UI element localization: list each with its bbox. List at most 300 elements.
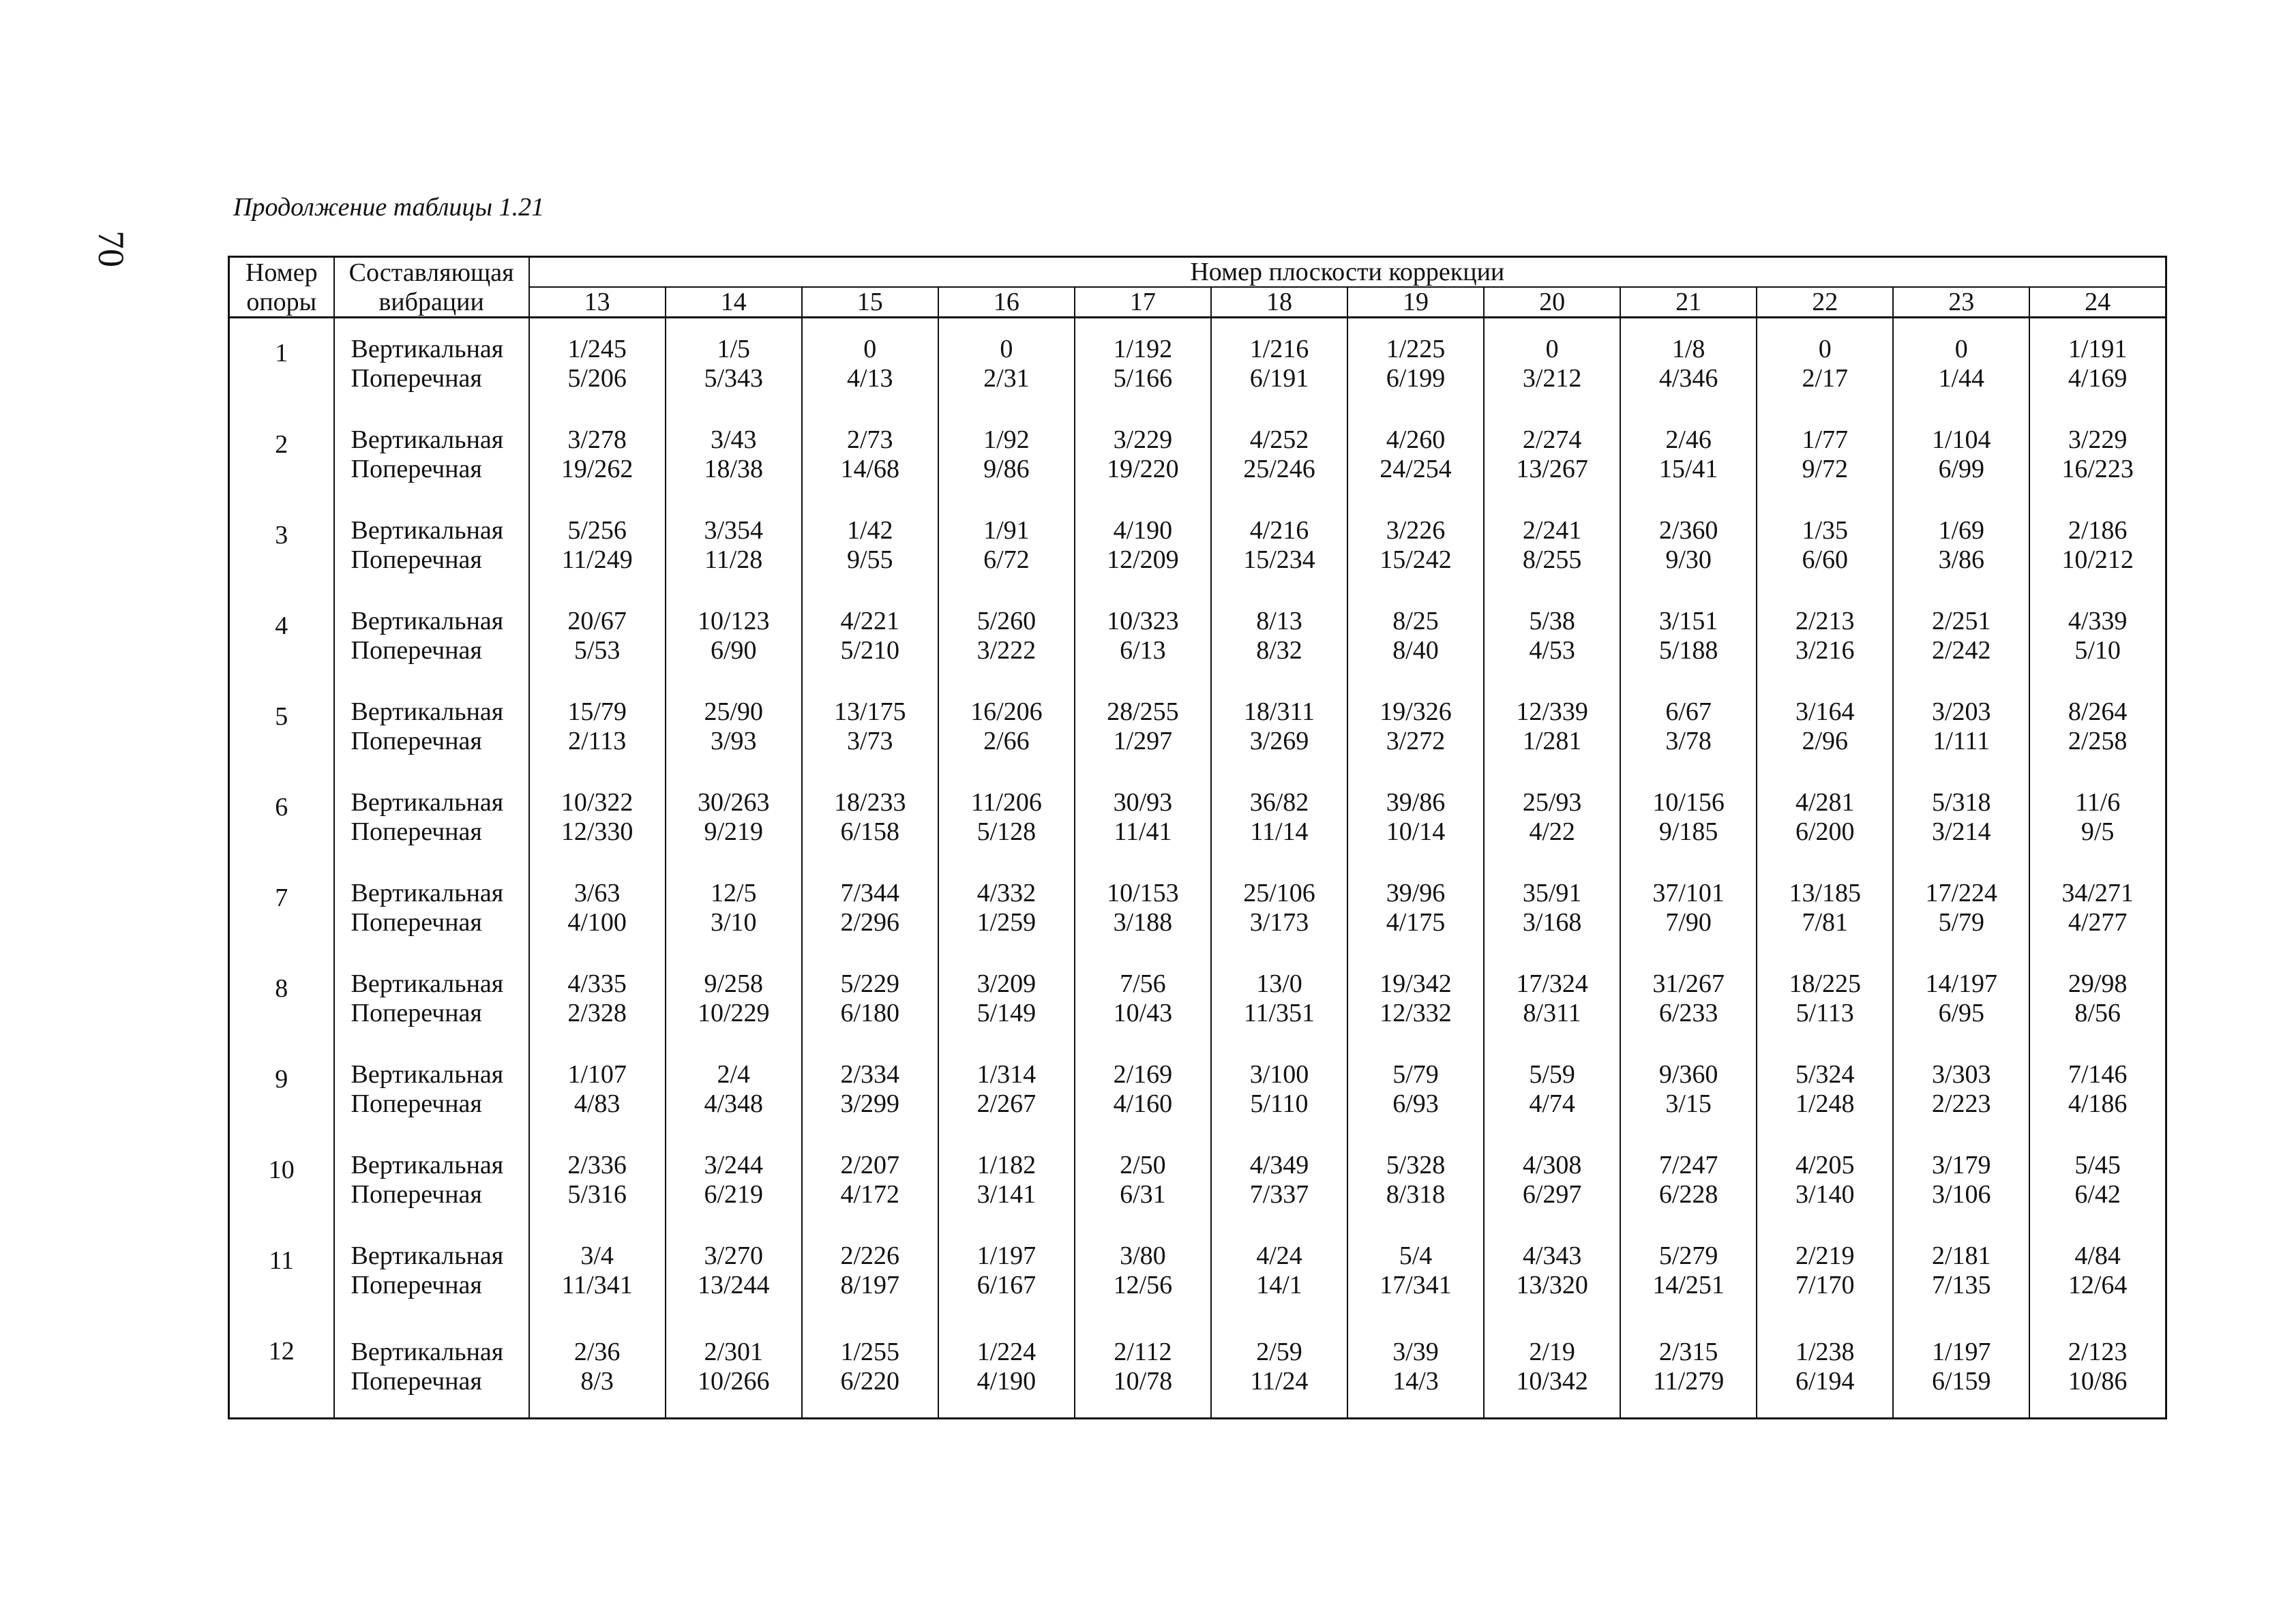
vertical-value: 17/224 bbox=[1925, 879, 1998, 908]
transverse-value: 14/68 bbox=[840, 455, 900, 484]
transverse-value: 18/38 bbox=[704, 455, 763, 484]
value-cell-plane-17 bbox=[1075, 772, 1211, 863]
transverse-value: 5/316 bbox=[567, 1180, 627, 1209]
transverse-value: 4/169 bbox=[2068, 363, 2128, 393]
plane-header-19: 19 bbox=[1347, 287, 1484, 318]
vertical-value: 1/91 bbox=[983, 516, 1030, 545]
vertical-value: 2/59 bbox=[1256, 1337, 1302, 1366]
transverse-value: 3/86 bbox=[1938, 545, 1985, 575]
vertical-value: 19/342 bbox=[1380, 969, 1452, 999]
value-cell-plane-24 bbox=[2029, 863, 2166, 954]
transverse-value: 4/100 bbox=[567, 908, 627, 937]
plane-header-15: 15 bbox=[802, 287, 938, 318]
value-cell-plane-20 bbox=[1484, 410, 1620, 500]
value-cell-plane-18 bbox=[1211, 410, 1347, 500]
component-label-transverse: Поперечная bbox=[351, 363, 482, 393]
value-cell-plane-19 bbox=[1347, 1226, 1484, 1316]
value-cell-plane-14 bbox=[666, 591, 802, 682]
value-cell-plane-16 bbox=[938, 1316, 1075, 1419]
vertical-value: 7/344 bbox=[840, 879, 900, 908]
value-cell-plane-24 bbox=[2029, 500, 2166, 591]
transverse-value: 5/128 bbox=[976, 817, 1037, 847]
component-label-vertical: Вертикальная bbox=[351, 1060, 504, 1089]
vertical-value: 13/175 bbox=[834, 697, 906, 727]
transverse-value: 6/219 bbox=[704, 1180, 763, 1209]
value-cell-plane-19 bbox=[1347, 863, 1484, 954]
transverse-value: 6/42 bbox=[2074, 1180, 2121, 1209]
vertical-value: 3/80 bbox=[1120, 1241, 1166, 1270]
vertical-value: 2/73 bbox=[847, 425, 893, 455]
transverse-value: 1/297 bbox=[1113, 727, 1173, 756]
vertical-value: 3/278 bbox=[567, 425, 627, 455]
transverse-value: 5/206 bbox=[567, 363, 627, 393]
transverse-value: 11/279 bbox=[1653, 1366, 1725, 1396]
value-cell-plane-23 bbox=[1893, 1226, 2029, 1316]
component-label-vertical: Вертикальная bbox=[351, 969, 504, 999]
vertical-value: 4/252 bbox=[1249, 425, 1309, 455]
vertical-value: 2/207 bbox=[840, 1151, 900, 1180]
value-cell-plane-20 bbox=[1484, 954, 1620, 1044]
plane-header-21: 21 bbox=[1620, 287, 1757, 318]
value-cell-plane-17 bbox=[1075, 1226, 1211, 1316]
transverse-value: 7/337 bbox=[1249, 1180, 1309, 1209]
transverse-value: 4/83 bbox=[573, 1089, 621, 1119]
vertical-value: 13/0 bbox=[1256, 969, 1302, 999]
component-label-vertical: Вертикальная bbox=[351, 788, 504, 817]
value-cell-plane-13 bbox=[529, 1135, 666, 1226]
vertical-value: 4/221 bbox=[840, 607, 900, 636]
transverse-value: 2/31 bbox=[983, 363, 1030, 393]
transverse-value: 2/242 bbox=[1932, 636, 1991, 665]
component-label-vertical: Вертикальная bbox=[351, 1241, 504, 1270]
component-label-vertical: Вертикальная bbox=[351, 516, 504, 545]
transverse-value: 4/346 bbox=[1658, 363, 1718, 393]
value-cell-plane-20 bbox=[1484, 591, 1620, 682]
transverse-value: 3/93 bbox=[710, 727, 757, 756]
vertical-value: 3/63 bbox=[573, 879, 621, 908]
vertical-value: 9/258 bbox=[704, 969, 763, 999]
value-cell-plane-18 bbox=[1211, 1226, 1347, 1316]
transverse-value: 14/3 bbox=[1392, 1366, 1439, 1396]
value-cell-plane-24 bbox=[2029, 1316, 2166, 1419]
vertical-value: 0 bbox=[1818, 334, 1832, 363]
vertical-value: 1/104 bbox=[1932, 425, 1991, 455]
transverse-value: 11/24 bbox=[1250, 1366, 1309, 1396]
plane-header-20: 20 bbox=[1484, 287, 1620, 318]
component-label-transverse: Поперечная bbox=[351, 1089, 482, 1119]
component-label-vertical: Вертикальная bbox=[351, 1151, 504, 1180]
value-cell-plane-16 bbox=[938, 500, 1075, 591]
vertical-value: 4/84 bbox=[2074, 1241, 2121, 1270]
value-cell-plane-23 bbox=[1893, 1316, 2029, 1419]
support-number: 9 bbox=[229, 1044, 334, 1135]
value-cell-plane-21 bbox=[1620, 591, 1757, 682]
value-cell-plane-17 bbox=[1075, 1044, 1211, 1135]
transverse-value: 11/14 bbox=[1250, 817, 1309, 847]
vertical-value: 3/203 bbox=[1932, 697, 1991, 727]
transverse-value: 4/13 bbox=[847, 363, 893, 393]
vertical-value: 5/318 bbox=[1932, 788, 1991, 817]
transverse-value: 5/343 bbox=[704, 363, 763, 393]
vertical-value: 3/164 bbox=[1795, 697, 1855, 727]
transverse-value: 3/212 bbox=[1522, 363, 1582, 393]
value-cell-plane-21 bbox=[1620, 863, 1757, 954]
vertical-value: 5/38 bbox=[1529, 607, 1575, 636]
transverse-value: 6/90 bbox=[710, 636, 757, 665]
vertical-value: 2/213 bbox=[1795, 607, 1855, 636]
value-cell-plane-13 bbox=[529, 1044, 666, 1135]
transverse-value: 3/78 bbox=[1665, 727, 1712, 756]
plane-header-13: 13 bbox=[529, 287, 666, 318]
vertical-value: 2/301 bbox=[704, 1337, 763, 1366]
vertical-value: 2/334 bbox=[840, 1060, 900, 1089]
value-cell-plane-16 bbox=[938, 410, 1075, 500]
transverse-value: 4/175 bbox=[1386, 908, 1446, 937]
component-cell bbox=[334, 318, 529, 410]
vertical-value: 2/36 bbox=[573, 1337, 621, 1366]
vertical-value: 4/281 bbox=[1795, 788, 1855, 817]
transverse-value: 9/185 bbox=[1658, 817, 1718, 847]
value-cell-plane-23 bbox=[1893, 1044, 2029, 1135]
transverse-value: 3/15 bbox=[1665, 1089, 1712, 1119]
value-cell-plane-15 bbox=[802, 772, 938, 863]
transverse-value: 3/216 bbox=[1795, 636, 1855, 665]
table-row bbox=[229, 772, 2166, 863]
vertical-value: 4/190 bbox=[1113, 516, 1173, 545]
vertical-value: 3/226 bbox=[1386, 516, 1446, 545]
transverse-value: 16/223 bbox=[2061, 455, 2134, 484]
value-cell-plane-23 bbox=[1893, 863, 2029, 954]
vertical-value: 8/13 bbox=[1256, 607, 1302, 636]
transverse-value: 11/28 bbox=[704, 545, 763, 575]
transverse-value: 8/56 bbox=[2074, 999, 2121, 1028]
value-cell-plane-16 bbox=[938, 863, 1075, 954]
component-cell bbox=[334, 500, 529, 591]
table-caption: Продолжение таблицы 1.21 bbox=[233, 193, 545, 222]
vertical-value: 5/279 bbox=[1658, 1241, 1718, 1270]
value-cell-plane-22 bbox=[1757, 318, 1893, 410]
vertical-value: 3/354 bbox=[704, 516, 763, 545]
transverse-value: 6/72 bbox=[983, 545, 1030, 575]
table-row bbox=[229, 863, 2166, 954]
transverse-value: 5/166 bbox=[1113, 363, 1173, 393]
value-cell-plane-16 bbox=[938, 682, 1075, 772]
vertical-value: 4/24 bbox=[1256, 1241, 1302, 1270]
transverse-value: 14/1 bbox=[1256, 1271, 1302, 1299]
vertical-value: 2/251 bbox=[1932, 607, 1991, 636]
vertical-value: 39/96 bbox=[1386, 879, 1446, 908]
value-cell-plane-17 bbox=[1075, 500, 1211, 591]
value-cell-plane-13 bbox=[529, 682, 666, 772]
component-cell bbox=[334, 1316, 529, 1419]
value-cell-plane-24 bbox=[2029, 954, 2166, 1044]
transverse-value: 10/14 bbox=[1386, 817, 1446, 847]
vertical-value: 31/267 bbox=[1652, 969, 1725, 999]
value-cell-plane-15 bbox=[802, 1226, 938, 1316]
component-label-vertical: Вертикальная bbox=[351, 607, 504, 636]
table-row bbox=[229, 1044, 2166, 1135]
vertical-value: 2/219 bbox=[1795, 1241, 1855, 1270]
transverse-value: 8/311 bbox=[1523, 999, 1581, 1028]
transverse-value: 6/191 bbox=[1249, 363, 1309, 393]
transverse-value: 15/234 bbox=[1243, 545, 1315, 575]
value-cell-plane-17 bbox=[1075, 318, 1211, 410]
value-cell-plane-20 bbox=[1484, 1135, 1620, 1226]
transverse-value: 4/277 bbox=[2068, 908, 2128, 937]
value-cell-plane-14 bbox=[666, 500, 802, 591]
support-number: 7 bbox=[229, 863, 334, 954]
support-header-line2: опоры bbox=[246, 287, 317, 316]
vertical-value: 2/169 bbox=[1113, 1060, 1173, 1089]
transverse-value: 5/79 bbox=[1938, 908, 1985, 937]
transverse-value: 4/53 bbox=[1529, 636, 1575, 665]
transverse-value: 6/93 bbox=[1392, 1089, 1439, 1119]
transverse-value: 4/172 bbox=[840, 1180, 900, 1209]
vertical-value: 36/82 bbox=[1249, 788, 1309, 817]
transverse-value: 9/55 bbox=[847, 545, 893, 575]
vertical-value: 2/336 bbox=[567, 1151, 627, 1180]
transverse-value: 6/167 bbox=[976, 1271, 1037, 1299]
vertical-value: 29/98 bbox=[2068, 969, 2128, 999]
vertical-value: 5/4 bbox=[1399, 1241, 1433, 1270]
transverse-value: 3/173 bbox=[1249, 908, 1309, 937]
transverse-value: 10/212 bbox=[2061, 545, 2134, 575]
vertical-value: 1/182 bbox=[976, 1151, 1037, 1180]
value-cell-plane-19 bbox=[1347, 410, 1484, 500]
value-cell-plane-17 bbox=[1075, 954, 1211, 1044]
transverse-value: 2/96 bbox=[1802, 727, 1848, 756]
value-cell-plane-16 bbox=[938, 1135, 1075, 1226]
vertical-value: 1/191 bbox=[2068, 334, 2128, 363]
table-body bbox=[229, 318, 2166, 1419]
vertical-value: 4/339 bbox=[2068, 607, 2128, 636]
table-row bbox=[229, 954, 2166, 1044]
vertical-value: 30/263 bbox=[697, 788, 770, 817]
component-cell bbox=[334, 772, 529, 863]
transverse-value: 1/44 bbox=[1938, 363, 1985, 393]
component-cell bbox=[334, 1044, 529, 1135]
transverse-value: 2/267 bbox=[976, 1089, 1037, 1119]
value-cell-plane-21 bbox=[1620, 500, 1757, 591]
plane-header-18: 18 bbox=[1211, 287, 1347, 318]
support-number: 6 bbox=[229, 772, 334, 863]
vertical-value: 1/255 bbox=[840, 1337, 900, 1366]
transverse-value: 2/66 bbox=[983, 727, 1030, 756]
value-cell-plane-21 bbox=[1620, 318, 1757, 410]
transverse-value: 10/43 bbox=[1113, 999, 1173, 1028]
value-cell-plane-24 bbox=[2029, 1226, 2166, 1316]
value-cell-plane-15 bbox=[802, 954, 938, 1044]
plane-header-24: 24 bbox=[2029, 287, 2166, 318]
value-cell-plane-18 bbox=[1211, 863, 1347, 954]
vertical-value: 4/260 bbox=[1386, 425, 1446, 455]
component-label-vertical: Вертикальная bbox=[351, 1337, 504, 1366]
value-cell-plane-16 bbox=[938, 1226, 1075, 1316]
vertical-value: 2/123 bbox=[2068, 1337, 2128, 1366]
value-cell-plane-14 bbox=[666, 318, 802, 410]
transverse-value: 2/17 bbox=[1802, 363, 1848, 393]
support-number: 2 bbox=[229, 410, 334, 500]
component-label-transverse: Поперечная bbox=[351, 727, 482, 756]
value-cell-plane-23 bbox=[1893, 410, 2029, 500]
plane-header-23: 23 bbox=[1893, 287, 2029, 318]
value-cell-plane-15 bbox=[802, 500, 938, 591]
vertical-value: 2/112 bbox=[1114, 1337, 1172, 1366]
transverse-value: 10/229 bbox=[697, 999, 770, 1028]
transverse-value: 2/296 bbox=[840, 908, 900, 937]
vertical-value: 0 bbox=[1000, 334, 1013, 363]
value-cell-plane-19 bbox=[1347, 591, 1484, 682]
component-label-transverse: Поперечная bbox=[351, 545, 482, 575]
vertical-value: 19/326 bbox=[1380, 697, 1452, 727]
value-cell-plane-24 bbox=[2029, 772, 2166, 863]
vertical-value: 1/224 bbox=[976, 1337, 1037, 1366]
vertical-value: 3/151 bbox=[1658, 607, 1718, 636]
component-header-bottom bbox=[334, 287, 529, 318]
vertical-value: 8/264 bbox=[2068, 697, 2128, 727]
transverse-value: 8/255 bbox=[1522, 545, 1582, 575]
value-cell-plane-14 bbox=[666, 1135, 802, 1226]
transverse-value: 9/30 bbox=[1665, 545, 1712, 575]
support-number: 1 bbox=[229, 318, 334, 410]
transverse-value: 19/262 bbox=[561, 455, 633, 484]
vertical-value: 1/225 bbox=[1386, 334, 1446, 363]
value-cell-plane-21 bbox=[1620, 410, 1757, 500]
vertical-value: 3/244 bbox=[704, 1151, 763, 1180]
transverse-value: 25/246 bbox=[1243, 455, 1315, 484]
vertical-value: 4/349 bbox=[1249, 1151, 1309, 1180]
transverse-value: 1/111 bbox=[1933, 727, 1991, 756]
value-cell-plane-19 bbox=[1347, 1044, 1484, 1135]
transverse-value: 6/158 bbox=[840, 817, 900, 847]
value-cell-plane-15 bbox=[802, 591, 938, 682]
value-cell-plane-13 bbox=[529, 954, 666, 1044]
value-cell-plane-19 bbox=[1347, 1316, 1484, 1419]
transverse-value: 5/110 bbox=[1250, 1089, 1309, 1119]
value-cell-plane-15 bbox=[802, 1135, 938, 1226]
transverse-value: 3/73 bbox=[847, 727, 893, 756]
transverse-value: 2/328 bbox=[567, 999, 627, 1028]
value-cell-plane-23 bbox=[1893, 772, 2029, 863]
value-cell-plane-23 bbox=[1893, 954, 2029, 1044]
value-cell-plane-24 bbox=[2029, 591, 2166, 682]
value-cell-plane-17 bbox=[1075, 682, 1211, 772]
transverse-value: 8/40 bbox=[1392, 636, 1439, 665]
table-row bbox=[229, 500, 2166, 591]
transverse-value: 2/113 bbox=[568, 727, 627, 756]
vertical-value: 25/93 bbox=[1522, 788, 1582, 817]
vertical-value: 7/247 bbox=[1658, 1151, 1718, 1180]
transverse-value: 6/95 bbox=[1938, 999, 1985, 1028]
value-cell-plane-19 bbox=[1347, 1135, 1484, 1226]
transverse-value: 7/170 bbox=[1795, 1271, 1855, 1299]
value-cell-plane-19 bbox=[1347, 500, 1484, 591]
value-cell-plane-22 bbox=[1757, 682, 1893, 772]
value-cell-plane-16 bbox=[938, 772, 1075, 863]
transverse-value: 10/342 bbox=[1516, 1366, 1588, 1396]
vertical-value: 1/92 bbox=[983, 425, 1030, 455]
transverse-value: 5/188 bbox=[1658, 636, 1718, 665]
vertical-value: 3/209 bbox=[976, 969, 1037, 999]
value-cell-plane-24 bbox=[2029, 682, 2166, 772]
vertical-value: 1/35 bbox=[1802, 516, 1848, 545]
support-number: 11 bbox=[229, 1226, 334, 1316]
transverse-value: 4/22 bbox=[1529, 817, 1575, 847]
value-cell-plane-22 bbox=[1757, 500, 1893, 591]
table-row bbox=[229, 410, 2166, 500]
value-cell-plane-19 bbox=[1347, 318, 1484, 410]
component-cell bbox=[334, 591, 529, 682]
value-cell-plane-22 bbox=[1757, 1044, 1893, 1135]
transverse-value: 6/194 bbox=[1795, 1366, 1855, 1396]
vertical-value: 10/323 bbox=[1107, 607, 1179, 636]
vertical-value: 4/332 bbox=[976, 879, 1037, 908]
transverse-value: 12/56 bbox=[1113, 1271, 1173, 1299]
transverse-value: 6/159 bbox=[1932, 1366, 1991, 1396]
value-cell-plane-20 bbox=[1484, 1316, 1620, 1419]
vertical-value: 16/206 bbox=[970, 697, 1043, 727]
transverse-value: 5/53 bbox=[573, 636, 621, 665]
vertical-value: 25/106 bbox=[1243, 879, 1315, 908]
value-cell-plane-24 bbox=[2029, 410, 2166, 500]
transverse-value: 4/160 bbox=[1113, 1089, 1173, 1119]
transverse-value: 8/318 bbox=[1386, 1180, 1446, 1209]
vertical-value: 30/93 bbox=[1113, 788, 1173, 817]
value-cell-plane-20 bbox=[1484, 1226, 1620, 1316]
transverse-value: 2/258 bbox=[2068, 727, 2128, 756]
vertical-value: 1/42 bbox=[847, 516, 893, 545]
support-header bbox=[229, 257, 334, 288]
value-cell-plane-13 bbox=[529, 591, 666, 682]
value-cell-plane-20 bbox=[1484, 772, 1620, 863]
table-row bbox=[229, 682, 2166, 772]
component-label-transverse: Поперечная bbox=[351, 817, 482, 847]
transverse-value: 4/190 bbox=[976, 1366, 1037, 1396]
vertical-value: 8/25 bbox=[1392, 607, 1439, 636]
value-cell-plane-17 bbox=[1075, 591, 1211, 682]
table-row bbox=[229, 591, 2166, 682]
value-cell-plane-18 bbox=[1211, 318, 1347, 410]
value-cell-plane-19 bbox=[1347, 682, 1484, 772]
value-cell-plane-19 bbox=[1347, 954, 1484, 1044]
value-cell-plane-23 bbox=[1893, 591, 2029, 682]
vertical-value: 37/101 bbox=[1652, 879, 1725, 908]
transverse-value: 3/269 bbox=[1249, 727, 1309, 756]
vertical-value: 4/308 bbox=[1522, 1151, 1582, 1180]
value-cell-plane-20 bbox=[1484, 318, 1620, 410]
value-cell-plane-16 bbox=[938, 954, 1075, 1044]
vertical-value: 25/90 bbox=[704, 697, 763, 727]
value-cell-plane-21 bbox=[1620, 1316, 1757, 1419]
transverse-value: 6/200 bbox=[1795, 817, 1855, 847]
value-cell-plane-22 bbox=[1757, 954, 1893, 1044]
vertical-value: 1/314 bbox=[976, 1060, 1037, 1089]
component-cell bbox=[334, 863, 529, 954]
value-cell-plane-22 bbox=[1757, 1316, 1893, 1419]
vertical-value: 2/241 bbox=[1522, 516, 1582, 545]
vertical-value: 1/197 bbox=[1932, 1337, 1991, 1366]
value-cell-plane-22 bbox=[1757, 772, 1893, 863]
transverse-value: 3/272 bbox=[1386, 727, 1446, 756]
table-row bbox=[229, 318, 2166, 410]
value-cell-plane-14 bbox=[666, 772, 802, 863]
support-number: 5 bbox=[229, 682, 334, 772]
support-number: 10 bbox=[229, 1135, 334, 1226]
vertical-value: 10/153 bbox=[1107, 879, 1179, 908]
transverse-value: 6/233 bbox=[1658, 999, 1718, 1028]
vertical-value: 3/100 bbox=[1249, 1060, 1309, 1089]
vertical-value: 4/216 bbox=[1249, 516, 1309, 545]
